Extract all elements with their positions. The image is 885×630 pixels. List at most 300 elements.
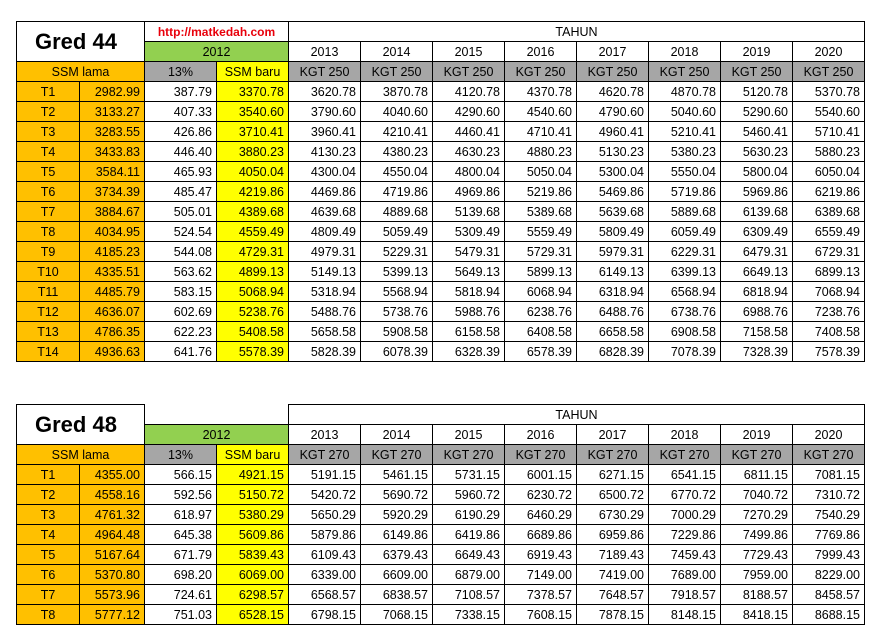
pct-value: 566.15 xyxy=(145,465,217,485)
step-label: T3 xyxy=(17,505,80,525)
year-value: 4550.04 xyxy=(361,162,433,182)
table-row xyxy=(17,565,865,585)
year-value: 5908.58 xyxy=(361,322,433,342)
year-value: 6219.86 xyxy=(793,182,865,202)
step-label: T1 xyxy=(17,465,80,485)
year-value: 7959.00 xyxy=(721,565,793,585)
year-value: 4630.23 xyxy=(433,142,505,162)
year-value: 6798.15 xyxy=(289,605,361,625)
year-value: 7328.39 xyxy=(721,342,793,362)
year-value: 6229.31 xyxy=(649,242,721,262)
year-value: 6689.86 xyxy=(505,525,577,545)
year-value: 5149.13 xyxy=(289,262,361,282)
year-value: 6158.58 xyxy=(433,322,505,342)
ssm-baru-value: 4050.04 xyxy=(217,162,289,182)
year-value: 5059.49 xyxy=(361,222,433,242)
table-row xyxy=(17,282,865,302)
ssm-baru-value: 4559.49 xyxy=(217,222,289,242)
year-header: 2016 xyxy=(505,42,577,62)
year-value: 8418.15 xyxy=(721,605,793,625)
step-label: T13 xyxy=(17,322,80,342)
year-value: 5879.86 xyxy=(289,525,361,545)
ssm-lama-value: 5167.64 xyxy=(80,545,145,565)
pct-value: 446.40 xyxy=(145,142,217,162)
table-row xyxy=(17,585,865,605)
year-value: 7149.00 xyxy=(505,565,577,585)
table-row xyxy=(17,545,865,565)
year-value: 6318.94 xyxy=(577,282,649,302)
pct-value: 698.20 xyxy=(145,565,217,585)
year-value: 5191.15 xyxy=(289,465,361,485)
year-value: 6339.00 xyxy=(289,565,361,585)
year-value: 5568.94 xyxy=(361,282,433,302)
ssm-lama-value: 4761.32 xyxy=(80,505,145,525)
year-value: 6149.13 xyxy=(577,262,649,282)
year-value: 5488.76 xyxy=(289,302,361,322)
ssm-baru-value: 5609.86 xyxy=(217,525,289,545)
year-value: 6919.43 xyxy=(505,545,577,565)
year-value: 4710.41 xyxy=(505,122,577,142)
year-value: 4370.78 xyxy=(505,82,577,102)
year-value: 7419.00 xyxy=(577,565,649,585)
year-value: 7540.29 xyxy=(793,505,865,525)
table-title: Gred 44 xyxy=(17,22,145,62)
year-value: 4540.60 xyxy=(505,102,577,122)
pct-value: 592.56 xyxy=(145,485,217,505)
step-label: T5 xyxy=(17,162,80,182)
year-value: 7229.86 xyxy=(649,525,721,545)
ssm-lama-value: 4485.79 xyxy=(80,282,145,302)
year-value: 6389.68 xyxy=(793,202,865,222)
ssm-baru-value: 4219.86 xyxy=(217,182,289,202)
year-value: 6068.94 xyxy=(505,282,577,302)
step-label: T6 xyxy=(17,182,80,202)
year-value: 7408.58 xyxy=(793,322,865,342)
table-title: Gred 48 xyxy=(17,405,145,445)
year-value: 3790.60 xyxy=(289,102,361,122)
pct-value: 387.79 xyxy=(145,82,217,102)
year-header: 2015 xyxy=(433,42,505,62)
year-value: 5550.04 xyxy=(649,162,721,182)
year-value: 5731.15 xyxy=(433,465,505,485)
table-row xyxy=(17,102,865,122)
year-value: 5738.76 xyxy=(361,302,433,322)
year-value: 4120.78 xyxy=(433,82,505,102)
year-value: 5960.72 xyxy=(433,485,505,505)
year-value: 6399.13 xyxy=(649,262,721,282)
ssm-lama-value: 5370.80 xyxy=(80,565,145,585)
ssm-baru-value: 5839.43 xyxy=(217,545,289,565)
year-value: 6559.49 xyxy=(793,222,865,242)
kgt-header: KGT 250 xyxy=(289,62,361,82)
year-value: 3960.41 xyxy=(289,122,361,142)
year-header: 2014 xyxy=(361,425,433,445)
year-value: 7189.43 xyxy=(577,545,649,565)
ssm-lama-value: 5777.12 xyxy=(80,605,145,625)
year-value: 5130.23 xyxy=(577,142,649,162)
table-row xyxy=(17,122,865,142)
year-value: 4290.60 xyxy=(433,102,505,122)
year-value: 7158.58 xyxy=(721,322,793,342)
year-value: 4639.68 xyxy=(289,202,361,222)
year-value: 4620.78 xyxy=(577,82,649,102)
year-value: 4969.86 xyxy=(433,182,505,202)
year-value: 6568.57 xyxy=(289,585,361,605)
kgt-header: KGT 250 xyxy=(433,62,505,82)
step-label: T11 xyxy=(17,282,80,302)
ssm-baru-value: 5238.76 xyxy=(217,302,289,322)
year-value: 6479.31 xyxy=(721,242,793,262)
step-label: T8 xyxy=(17,605,80,625)
year-value: 5899.13 xyxy=(505,262,577,282)
ssm-lama-header: SSM lama xyxy=(17,62,145,82)
year-value: 7270.29 xyxy=(721,505,793,525)
year-value: 6568.94 xyxy=(649,282,721,302)
step-label: T6 xyxy=(17,565,80,585)
ssm-lama-value: 3884.67 xyxy=(80,202,145,222)
year-header: 2018 xyxy=(649,425,721,445)
year-value: 6811.15 xyxy=(721,465,793,485)
year-header: 2017 xyxy=(577,425,649,445)
watermark-url[interactable]: http://matkedah.com xyxy=(145,22,289,42)
year-value: 5630.23 xyxy=(721,142,793,162)
year-value: 5479.31 xyxy=(433,242,505,262)
step-label: T5 xyxy=(17,545,80,565)
ssm-lama-value: 5573.96 xyxy=(80,585,145,605)
year-value: 6488.76 xyxy=(577,302,649,322)
year-value: 5880.23 xyxy=(793,142,865,162)
year-value: 4979.31 xyxy=(289,242,361,262)
table-row xyxy=(17,525,865,545)
ssm-lama-value: 4034.95 xyxy=(80,222,145,242)
year-value: 6139.68 xyxy=(721,202,793,222)
year-value: 6271.15 xyxy=(577,465,649,485)
year-value: 8458.57 xyxy=(793,585,865,605)
kgt-header: KGT 250 xyxy=(649,62,721,82)
year-value: 5559.49 xyxy=(505,222,577,242)
year-value: 7310.72 xyxy=(793,485,865,505)
year-value: 4210.41 xyxy=(361,122,433,142)
step-label: T10 xyxy=(17,262,80,282)
year-value: 5988.76 xyxy=(433,302,505,322)
year-value: 5219.86 xyxy=(505,182,577,202)
year-value: 6879.00 xyxy=(433,565,505,585)
table-row xyxy=(17,222,865,242)
year-value: 5650.29 xyxy=(289,505,361,525)
year-value: 6959.86 xyxy=(577,525,649,545)
table-row xyxy=(17,82,865,102)
step-label: T2 xyxy=(17,485,80,505)
ssm-baru-value: 6528.15 xyxy=(217,605,289,625)
year-value: 7378.57 xyxy=(505,585,577,605)
pct-value: 583.15 xyxy=(145,282,217,302)
year-value: 7238.76 xyxy=(793,302,865,322)
year-value: 5309.49 xyxy=(433,222,505,242)
year-value: 8188.57 xyxy=(721,585,793,605)
ssm-lama-value: 2982.99 xyxy=(80,82,145,102)
year-value: 7108.57 xyxy=(433,585,505,605)
year-value: 6729.31 xyxy=(793,242,865,262)
year-value: 5380.23 xyxy=(649,142,721,162)
year-value: 5040.60 xyxy=(649,102,721,122)
year-value: 5710.41 xyxy=(793,122,865,142)
ssm-baru-value: 3540.60 xyxy=(217,102,289,122)
year-value: 7078.39 xyxy=(649,342,721,362)
year-value: 4380.23 xyxy=(361,142,433,162)
table-row xyxy=(17,465,865,485)
year-value: 5690.72 xyxy=(361,485,433,505)
year-value: 4960.41 xyxy=(577,122,649,142)
year-value: 4870.78 xyxy=(649,82,721,102)
table-row xyxy=(17,342,865,362)
year-value: 5809.49 xyxy=(577,222,649,242)
year-value: 5290.60 xyxy=(721,102,793,122)
pct-value: 485.47 xyxy=(145,182,217,202)
year-value: 4300.04 xyxy=(289,162,361,182)
year-value: 7999.43 xyxy=(793,545,865,565)
year-value: 5300.04 xyxy=(577,162,649,182)
year-value: 5120.78 xyxy=(721,82,793,102)
kgt-header: KGT 250 xyxy=(793,62,865,82)
year-value: 6500.72 xyxy=(577,485,649,505)
year-value: 8229.00 xyxy=(793,565,865,585)
pct-header: 13% xyxy=(145,62,217,82)
year-value: 5979.31 xyxy=(577,242,649,262)
year-value: 4880.23 xyxy=(505,142,577,162)
kgt-header: KGT 270 xyxy=(505,445,577,465)
year-value: 3870.78 xyxy=(361,82,433,102)
table-row xyxy=(17,142,865,162)
ssm-baru-header: SSM baru xyxy=(217,445,289,465)
year-value: 7729.43 xyxy=(721,545,793,565)
table-row xyxy=(17,322,865,342)
ssm-baru-value: 5380.29 xyxy=(217,505,289,525)
pct-value: 645.38 xyxy=(145,525,217,545)
kgt-header: KGT 250 xyxy=(721,62,793,82)
ssm-lama-header: SSM lama xyxy=(17,445,145,465)
year-value: 4889.68 xyxy=(361,202,433,222)
pct-value: 641.76 xyxy=(145,342,217,362)
year-value: 6309.49 xyxy=(721,222,793,242)
year-header: 2015 xyxy=(433,425,505,445)
step-label: T1 xyxy=(17,82,80,102)
gred-48-table xyxy=(16,404,865,625)
pct-header: 13% xyxy=(145,445,217,465)
ssm-baru-value: 5068.94 xyxy=(217,282,289,302)
year-value: 5969.86 xyxy=(721,182,793,202)
tahun-header: TAHUN xyxy=(289,22,865,42)
year-value: 7081.15 xyxy=(793,465,865,485)
pct-value: 751.03 xyxy=(145,605,217,625)
pct-value: 544.08 xyxy=(145,242,217,262)
year-value: 5639.68 xyxy=(577,202,649,222)
year-2012-header: 2012 xyxy=(145,42,289,62)
year-value: 7000.29 xyxy=(649,505,721,525)
year-value: 6770.72 xyxy=(649,485,721,505)
ssm-lama-value: 3584.11 xyxy=(80,162,145,182)
ssm-baru-value: 6069.00 xyxy=(217,565,289,585)
year-header: 2017 xyxy=(577,42,649,62)
ssm-lama-value: 4185.23 xyxy=(80,242,145,262)
year-value: 6818.94 xyxy=(721,282,793,302)
year-value: 6149.86 xyxy=(361,525,433,545)
kgt-header: KGT 250 xyxy=(505,62,577,82)
step-label: T2 xyxy=(17,102,80,122)
year-value: 5649.13 xyxy=(433,262,505,282)
year-value: 5920.29 xyxy=(361,505,433,525)
step-label: T7 xyxy=(17,202,80,222)
year-value: 5818.94 xyxy=(433,282,505,302)
pct-value: 724.61 xyxy=(145,585,217,605)
pct-value: 426.86 xyxy=(145,122,217,142)
table-row xyxy=(17,302,865,322)
year-value: 6658.58 xyxy=(577,322,649,342)
kgt-header: KGT 250 xyxy=(361,62,433,82)
step-label: T8 xyxy=(17,222,80,242)
year-value: 7068.94 xyxy=(793,282,865,302)
ssm-baru-value: 4389.68 xyxy=(217,202,289,222)
year-value: 6460.29 xyxy=(505,505,577,525)
pct-value: 563.62 xyxy=(145,262,217,282)
year-value: 7040.72 xyxy=(721,485,793,505)
year-header: 2016 xyxy=(505,425,577,445)
pct-value: 671.79 xyxy=(145,545,217,565)
table-row xyxy=(17,162,865,182)
pct-value: 602.69 xyxy=(145,302,217,322)
year-value: 5800.04 xyxy=(721,162,793,182)
year-value: 7499.86 xyxy=(721,525,793,545)
pct-value: 622.23 xyxy=(145,322,217,342)
year-value: 6328.39 xyxy=(433,342,505,362)
kgt-header: KGT 270 xyxy=(721,445,793,465)
year-value: 5729.31 xyxy=(505,242,577,262)
year-header: 2013 xyxy=(289,42,361,62)
year-value: 5318.94 xyxy=(289,282,361,302)
year-value: 4809.49 xyxy=(289,222,361,242)
year-value: 7068.15 xyxy=(361,605,433,625)
year-value: 5469.86 xyxy=(577,182,649,202)
year-value: 5658.58 xyxy=(289,322,361,342)
ssm-lama-value: 3433.83 xyxy=(80,142,145,162)
year-value: 8688.15 xyxy=(793,605,865,625)
ssm-lama-value: 4964.48 xyxy=(80,525,145,545)
gred-44-table xyxy=(16,21,865,362)
ssm-baru-value: 3880.23 xyxy=(217,142,289,162)
year-value: 6379.43 xyxy=(361,545,433,565)
kgt-header: KGT 270 xyxy=(289,445,361,465)
year-value: 6899.13 xyxy=(793,262,865,282)
year-header: 2013 xyxy=(289,425,361,445)
year-value: 6230.72 xyxy=(505,485,577,505)
kgt-header: KGT 270 xyxy=(361,445,433,465)
year-value: 6408.58 xyxy=(505,322,577,342)
ssm-baru-value: 3370.78 xyxy=(217,82,289,102)
year-value: 6730.29 xyxy=(577,505,649,525)
year-value: 4469.86 xyxy=(289,182,361,202)
year-value: 6419.86 xyxy=(433,525,505,545)
year-value: 7608.15 xyxy=(505,605,577,625)
year-header: 2014 xyxy=(361,42,433,62)
blank-cell xyxy=(145,405,289,425)
year-value: 6738.76 xyxy=(649,302,721,322)
year-value: 6238.76 xyxy=(505,302,577,322)
year-value: 6050.04 xyxy=(793,162,865,182)
year-value: 6838.57 xyxy=(361,585,433,605)
kgt-header: KGT 270 xyxy=(577,445,649,465)
year-value: 6649.43 xyxy=(433,545,505,565)
year-value: 6988.76 xyxy=(721,302,793,322)
year-value: 5460.41 xyxy=(721,122,793,142)
ssm-lama-value: 4636.07 xyxy=(80,302,145,322)
year-value: 7648.57 xyxy=(577,585,649,605)
year-header: 2018 xyxy=(649,42,721,62)
year-value: 7918.57 xyxy=(649,585,721,605)
step-label: T7 xyxy=(17,585,80,605)
table-row xyxy=(17,202,865,222)
step-label: T3 xyxy=(17,122,80,142)
year-value: 7578.39 xyxy=(793,342,865,362)
year-value: 6059.49 xyxy=(649,222,721,242)
step-label: T4 xyxy=(17,142,80,162)
pct-value: 524.54 xyxy=(145,222,217,242)
pct-value: 618.97 xyxy=(145,505,217,525)
year-value: 5461.15 xyxy=(361,465,433,485)
ssm-lama-value: 3734.39 xyxy=(80,182,145,202)
year-value: 6609.00 xyxy=(361,565,433,585)
year-header: 2020 xyxy=(793,425,865,445)
year-header: 2019 xyxy=(721,425,793,445)
year-value: 5229.31 xyxy=(361,242,433,262)
year-value: 8148.15 xyxy=(649,605,721,625)
table-row xyxy=(17,262,865,282)
step-label: T4 xyxy=(17,525,80,545)
ssm-baru-value: 6298.57 xyxy=(217,585,289,605)
year-value: 6001.15 xyxy=(505,465,577,485)
year-value: 5420.72 xyxy=(289,485,361,505)
year-value: 5139.68 xyxy=(433,202,505,222)
ssm-lama-value: 3283.55 xyxy=(80,122,145,142)
ssm-lama-value: 4335.51 xyxy=(80,262,145,282)
kgt-header: KGT 270 xyxy=(793,445,865,465)
ssm-baru-value: 5578.39 xyxy=(217,342,289,362)
year-value: 6828.39 xyxy=(577,342,649,362)
pct-value: 505.01 xyxy=(145,202,217,222)
year-value: 7459.43 xyxy=(649,545,721,565)
year-value: 5828.39 xyxy=(289,342,361,362)
year-value: 4040.60 xyxy=(361,102,433,122)
ssm-lama-value: 4558.16 xyxy=(80,485,145,505)
year-header: 2020 xyxy=(793,42,865,62)
ssm-baru-header: SSM baru xyxy=(217,62,289,82)
ssm-baru-value: 4729.31 xyxy=(217,242,289,262)
year-value: 6078.39 xyxy=(361,342,433,362)
year-2012-header: 2012 xyxy=(145,425,289,445)
year-value: 3620.78 xyxy=(289,82,361,102)
step-label: T12 xyxy=(17,302,80,322)
table-row xyxy=(17,605,865,625)
ssm-baru-value: 4921.15 xyxy=(217,465,289,485)
year-value: 5719.86 xyxy=(649,182,721,202)
year-value: 6578.39 xyxy=(505,342,577,362)
tahun-header: TAHUN xyxy=(289,405,865,425)
table-row xyxy=(17,242,865,262)
kgt-header: KGT 270 xyxy=(649,445,721,465)
year-value: 6908.58 xyxy=(649,322,721,342)
ssm-baru-value: 5408.58 xyxy=(217,322,289,342)
year-value: 5399.13 xyxy=(361,262,433,282)
year-value: 6190.29 xyxy=(433,505,505,525)
step-label: T9 xyxy=(17,242,80,262)
